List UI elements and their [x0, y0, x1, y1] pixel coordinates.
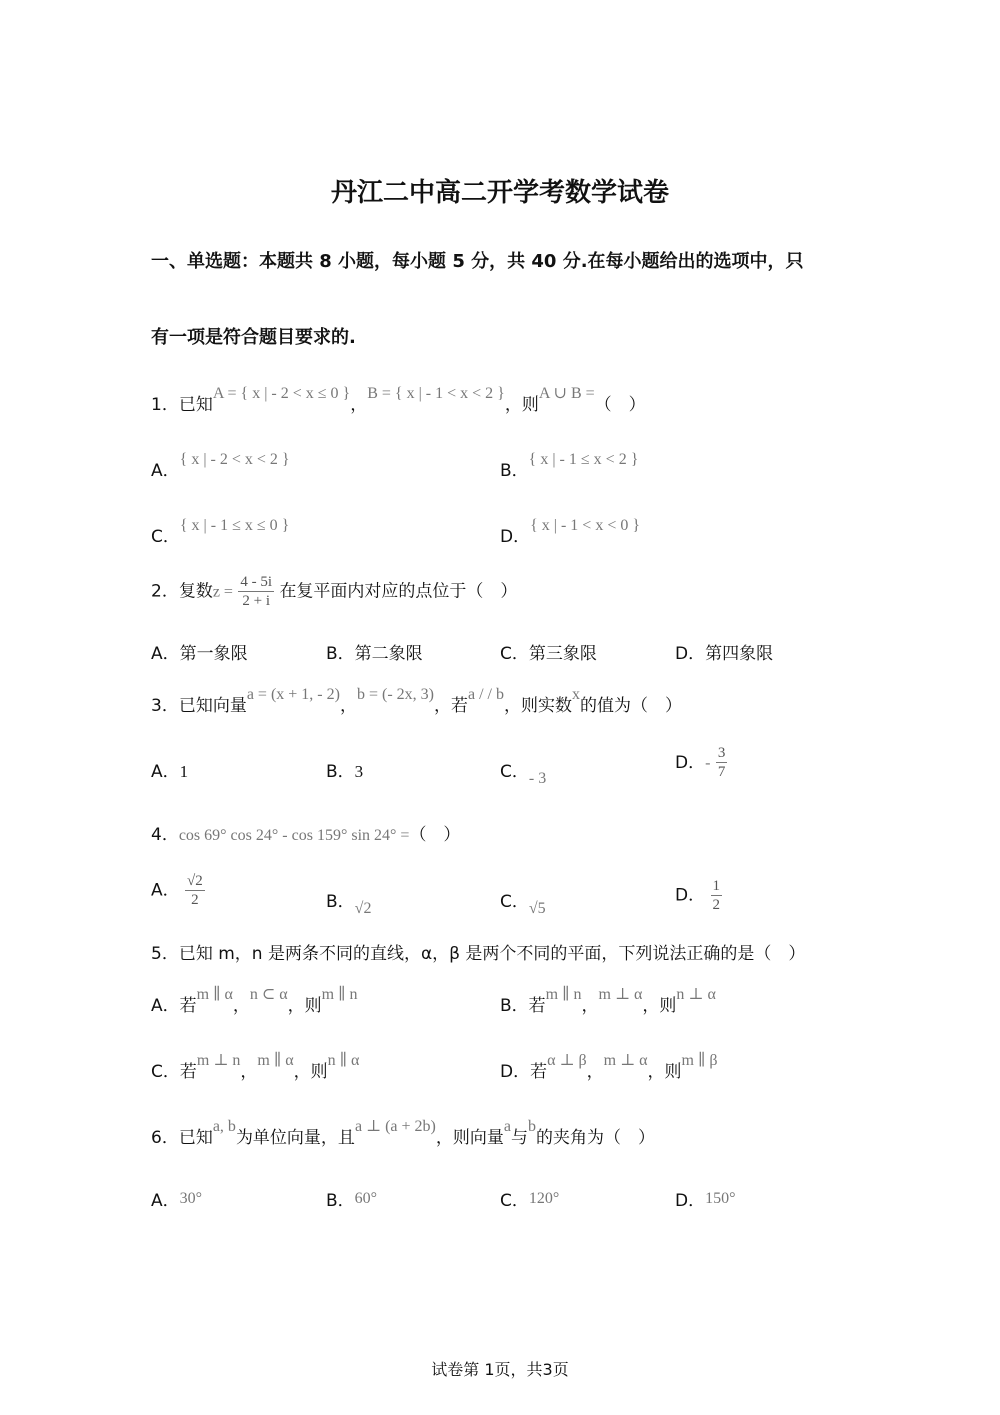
- option-text: 3: [354, 762, 364, 781]
- option-condition-2: m ⊥ α: [598, 986, 643, 1003]
- q1-expr: A ∪ B =: [538, 385, 595, 402]
- q2-suffix: 在复平面内对应的点位于（ ）: [279, 581, 518, 602]
- question-5: 5．已知 m，n 是两条不同的直线，α，β 是两个不同的平面，下列说法正确的是（ ）: [151, 944, 806, 964]
- q2-option-c: [500, 639, 597, 664]
- option-result: n ∥ α: [327, 1052, 360, 1069]
- q1-option-d: [500, 517, 641, 547]
- option-condition-2: m ∥ α: [257, 1052, 294, 1069]
- fraction-numerator: 3: [717, 745, 726, 761]
- q4-option-a-fraction: [185, 872, 205, 909]
- section-heading-line1: 一、单选题：本题共 8 小题，每小题 5 分，共 40 分.在每小题给出的选项中，只: [151, 251, 804, 272]
- option-label: A．: [151, 762, 180, 782]
- q3-sep: ，: [339, 696, 357, 716]
- q6-mid: 为单位向量，且: [235, 1128, 355, 1148]
- fraction-denominator: 2: [712, 897, 720, 913]
- q4-option-d: [675, 877, 722, 914]
- q4-prefix: 4．: [151, 825, 179, 845]
- q6-option-c: [500, 1186, 559, 1211]
- option-text: 第二象限: [354, 644, 423, 664]
- option-text: √5: [528, 900, 546, 917]
- q6-and: 与: [510, 1128, 528, 1148]
- q5-option-d: D．若α ⊥ β，m ⊥ α，则m ∥ β: [500, 1052, 718, 1082]
- q4-option-b: [326, 887, 372, 917]
- option-label: D．: [500, 1062, 531, 1082]
- option-label: B．: [326, 762, 355, 782]
- option-condition-1: m ∥ n: [545, 986, 582, 1003]
- option-label: A．: [151, 1191, 180, 1211]
- option-label: B．: [500, 996, 529, 1016]
- fraction-numerator: √2: [187, 873, 203, 889]
- q1-set-a: A = { x | - 2 < x ≤ 0 }: [212, 385, 351, 402]
- option-label: D．: [675, 885, 706, 906]
- option-then: 则: [664, 1062, 682, 1082]
- q1-option-c: [151, 517, 290, 547]
- option-label: D．: [675, 752, 706, 773]
- q6-option-b: [326, 1186, 377, 1211]
- option-condition-1: m ∥ α: [196, 986, 233, 1003]
- option-text: - 3: [528, 770, 547, 787]
- option-label: D．: [675, 644, 706, 664]
- q6-then: ，则向量: [435, 1128, 504, 1148]
- q3-variable: x: [571, 686, 580, 703]
- option-label: D．: [500, 527, 531, 547]
- q6-option-d: [675, 1186, 736, 1211]
- q3-if: ，若: [433, 696, 468, 716]
- question-4: [151, 820, 460, 845]
- option-condition-2: m ⊥ α: [603, 1052, 648, 1069]
- option-if: 若: [528, 996, 546, 1016]
- q2-prefix: 2．复数: [151, 581, 213, 602]
- q2-option-d: [675, 639, 773, 664]
- option-label: A．: [151, 461, 180, 481]
- question-6: [151, 1118, 655, 1148]
- q1-prefix: 1．已知: [151, 395, 213, 415]
- option-text: 30°: [179, 1190, 203, 1207]
- option-text: 60°: [354, 1190, 378, 1207]
- question-1: [151, 385, 646, 415]
- fraction-denominator: 2: [191, 892, 199, 908]
- option-result: m ∥ β: [681, 1052, 718, 1069]
- question-3: [151, 686, 682, 716]
- option-then: 则: [310, 1062, 328, 1082]
- q3-prefix: 3．已知向量: [151, 696, 247, 716]
- q5-option-c: C．若m ⊥ n，m ∥ α，则n ∥ α: [151, 1052, 360, 1082]
- option-label: C．: [500, 892, 529, 912]
- q6-a: a: [503, 1118, 511, 1135]
- option-label: C．: [500, 1191, 529, 1211]
- q3-option-a: [151, 757, 188, 782]
- q2-denominator: 2 + i: [242, 593, 271, 609]
- option-label: C．: [151, 527, 180, 547]
- option-text: 第一象限: [179, 644, 248, 664]
- q5-option-a: A．若m ∥ α，n ⊂ α，则m ∥ n: [151, 986, 358, 1016]
- q2-lhs: z =: [212, 583, 233, 601]
- option-label: C．: [151, 1062, 180, 1082]
- q3-option-d-fraction: [716, 744, 728, 781]
- q2-fraction: [238, 573, 274, 610]
- option-label: B．: [326, 644, 355, 664]
- q4-suffix: （ ）: [409, 825, 461, 845]
- option-label: C．: [500, 644, 529, 664]
- option-condition-2: n ⊂ α: [249, 986, 288, 1003]
- q1-set-b: B = { x | - 1 < x < 2 }: [367, 385, 505, 402]
- option-label: A．: [151, 996, 180, 1016]
- option-text: 150°: [705, 1190, 736, 1207]
- q3-vector-b: b = (- 2x, 3): [356, 686, 434, 703]
- option-text: 120°: [528, 1190, 560, 1207]
- q1-option-a: [151, 451, 290, 481]
- q5-option-b: B．若m ∥ n，m ⊥ α，则n ⊥ α: [500, 986, 716, 1016]
- q4-option-c: [500, 887, 546, 917]
- option-text: 第三象限: [528, 644, 597, 664]
- q1-then: ，则: [504, 395, 539, 415]
- option-math: { x | - 2 < x < 2 }: [179, 451, 290, 468]
- q3-option-d: [675, 744, 727, 781]
- q2-numerator: 4 - 5i: [240, 574, 273, 590]
- q4-option-d-fraction: [711, 877, 723, 914]
- option-label: D．: [675, 1191, 706, 1211]
- option-result: n ⊥ α: [676, 986, 716, 1003]
- option-sign: -: [705, 754, 711, 772]
- q6-b: b: [527, 1118, 536, 1135]
- question-2: [151, 573, 517, 610]
- q2-option-b: [326, 639, 423, 664]
- option-label: B．: [500, 461, 529, 481]
- q2-option-a: [151, 639, 248, 664]
- q3-then: ，则实数: [503, 696, 572, 716]
- option-if: 若: [179, 1062, 197, 1082]
- fraction-denominator: 7: [717, 764, 726, 780]
- option-label: A．: [151, 880, 180, 901]
- section-heading-line2: 有一项是符合题目要求的.: [151, 327, 356, 348]
- option-then: 则: [659, 996, 677, 1016]
- fraction-numerator: 1: [712, 878, 720, 894]
- q6-suffix: 的夹角为（ ）: [535, 1128, 655, 1148]
- option-math: { x | - 1 ≤ x ≤ 0 }: [179, 517, 290, 534]
- q3-suffix: 的值为（ ）: [579, 696, 682, 716]
- option-condition-1: α ⊥ β: [547, 1052, 587, 1069]
- option-label: B．: [326, 892, 355, 912]
- q1-option-b: [500, 451, 639, 481]
- q3-vector-a: a = (x + 1, - 2): [246, 686, 340, 703]
- option-math: { x | - 1 < x < 0 }: [530, 517, 641, 534]
- q3-option-b: [326, 757, 363, 782]
- option-if: 若: [530, 1062, 548, 1082]
- q6-condition: a ⊥ (a + 2b): [354, 1118, 436, 1135]
- option-math: { x | - 1 ≤ x < 2 }: [528, 451, 639, 468]
- q4-option-a: [151, 872, 205, 909]
- option-text: 第四象限: [705, 644, 774, 664]
- q6-vars: a, b: [212, 1118, 236, 1135]
- option-label: A．: [151, 644, 180, 664]
- option-if: 若: [179, 996, 197, 1016]
- option-text: √2: [354, 900, 372, 917]
- option-then: 则: [304, 996, 322, 1016]
- q3-option-c: [500, 757, 547, 787]
- option-label: B．: [326, 1191, 355, 1211]
- q3-condition: a / / b: [467, 686, 504, 703]
- option-result: m ∥ n: [321, 986, 358, 1003]
- q6-prefix: 6．已知: [151, 1128, 213, 1148]
- q1-sep: ，: [350, 395, 368, 415]
- q4-expression: cos 69° cos 24° - cos 159° sin 24° =: [178, 827, 410, 844]
- option-label: C．: [500, 762, 529, 782]
- option-condition-1: m ⊥ n: [196, 1052, 241, 1069]
- q6-option-a: [151, 1186, 202, 1211]
- option-text: 1: [179, 762, 189, 781]
- page-footer: 试卷第 1页，共3页: [431, 1360, 569, 1379]
- q1-paren: （ ）: [594, 395, 646, 415]
- page-title: 丹江二中高二开学考数学试卷: [330, 178, 669, 208]
